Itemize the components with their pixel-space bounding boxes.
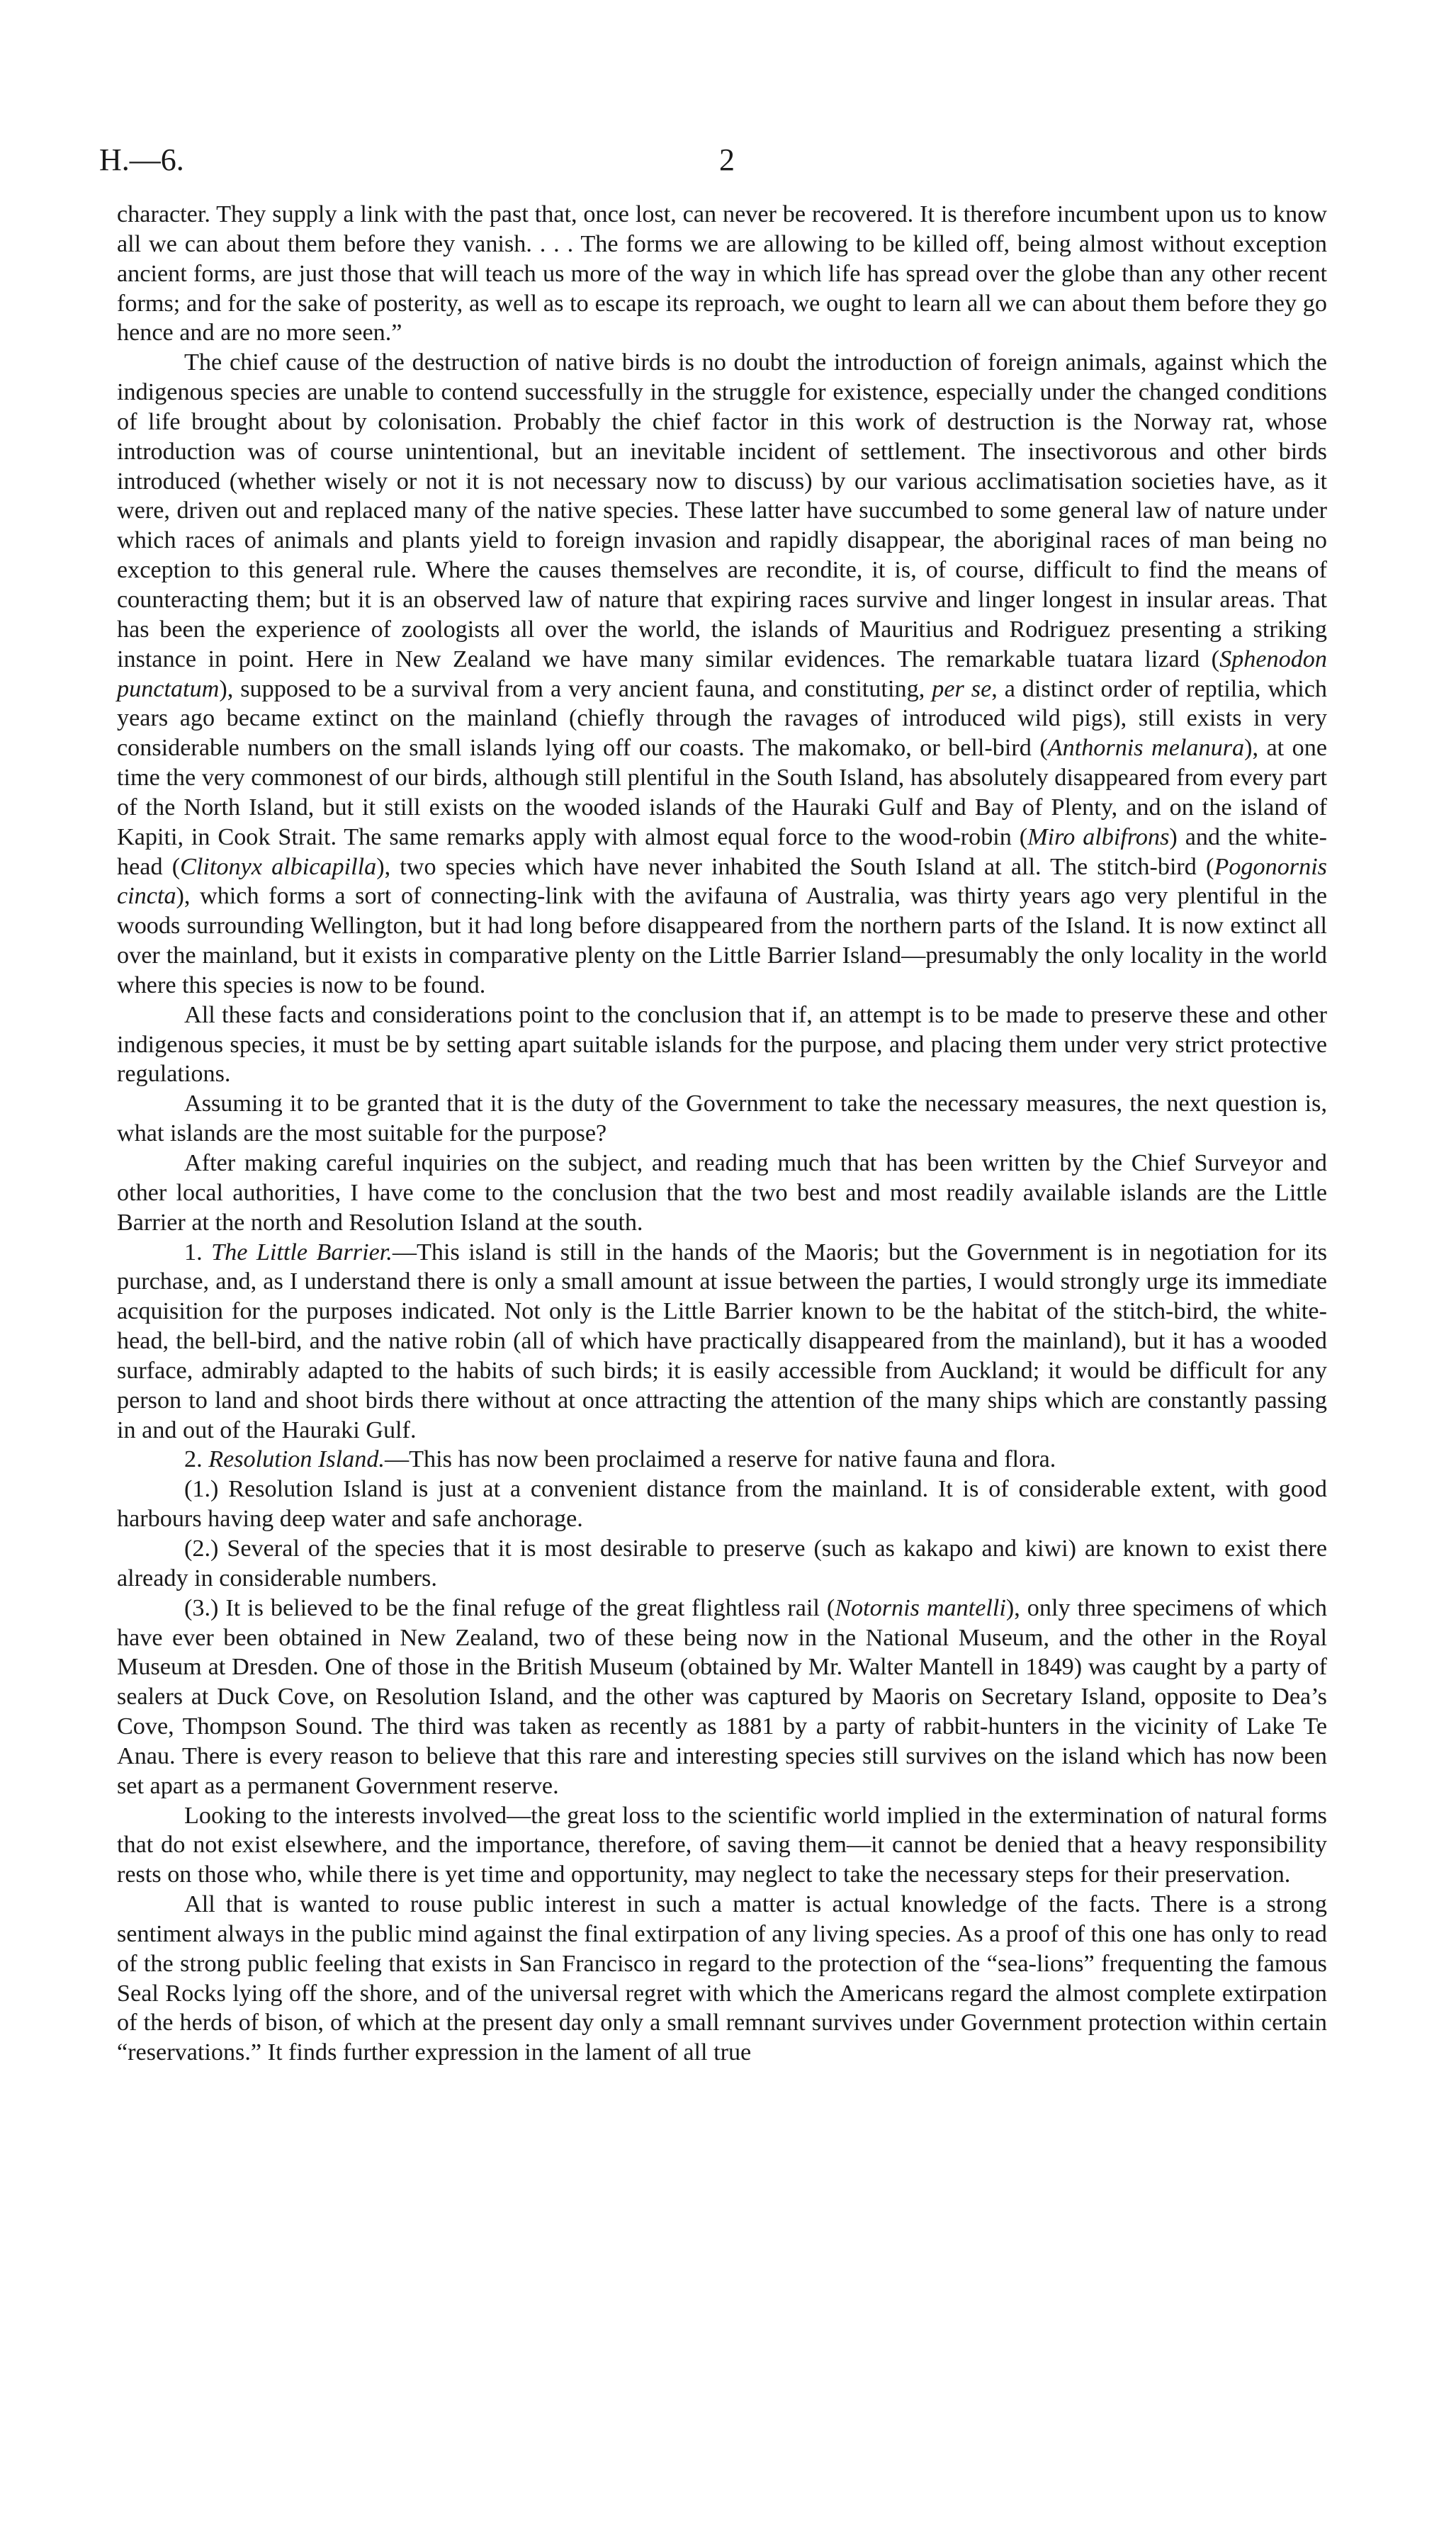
- paragraph-12: All that is wanted to rouse public interest in such a matter is actual knowledge of the facts. There is a strong sentiment always in the public mind against the final extirpation of any living species. As a proof of this one has only to read of the strong public feeling that exists in San Francisco in regard to the protection of the “sea-lions” frequenting the famous Seal Rocks lying off the shore, and of the universal regret with which the Americans regard the almost complete extirpation of the herds of bison, of which at the present day only a small remnant survives under Government protection within certain “reservations.” It finds further expression in the lament of all true: [117, 1891, 1327, 2066]
- paragraph-8: (1.) Resolution Island is just at a convenient distance from the mainland. It is of considerable extent, with good harbours having deep water and safe anchorage.: [117, 1476, 1327, 1533]
- paragraph-4: Assuming it to be granted that it is the duty of the Government to take the necessary measures, the next question is, what islands are the most suitable for the purpose?: [117, 1091, 1327, 1147]
- body-text: [117, 200, 1327, 2068]
- paragraph-10: (3.) It is believed to be the final refuge of the great flightless rail (Notornis mantelli), only three specimens of which have ever been obtained in New Zealand, two of these being now in the National Museum, and the other in the Royal Museum at Dresden. One of those in the British Museum (obtained by Mr. Walter Mantell in 1849) was caught by a party of sealers at Duck Cove, on Resolution Island, and the other was captured by Maoris on Secretary Island, opposite to Dea’s Cove, Thompson Sound. The third was taken as recently as 1881 by a party of rabbit-hunters in the vicinity of Lake Te Anau. There is every reason to believe that this rare and interesting species still survives on the island which has now been set apart as a permanent Government reserve.: [117, 1594, 1327, 1799]
- document-reference: H.—6.: [99, 142, 184, 177]
- paragraph-7: 2. Resolution Island.—This has now been proclaimed a reserve for native fauna and flora.: [184, 1446, 1056, 1473]
- paragraph-6: 1. The Little Barrier.—This island is still in the hands of the Maoris; but the Government is in negotiation for its purchase, and, as I understand there is only a small amount at issue between the parties, I would strongly urge its immediate acquisition for the purposes indicated. Not only is the Little Barrier known to be the habitat of the stitch-bird, the white-head, the bell-bird, and the native robin (all of which have practically disappeared from the mainland), but it has a wooded surface, admirably adapted to the habits of such birds; it is easily accessible from Auckland; it would be difficult for any person to land and shoot birds there without at once attracting the attention of the many ships which are constantly passing in and out of the Hauraki Gulf.: [117, 1239, 1328, 1443]
- paragraph-3: All these facts and considerations point to the conclusion that if, an attempt is to be made to preserve these and other indigenous species, it must be by setting apart suitable islands for the purpose, and placing them under very strict protective regulations.: [117, 1001, 1327, 1088]
- paragraph-2: The chief cause of the destruction of native birds is no doubt the introduction of foreign animals, against which the indigenous species are unable to contend successfully in the struggle for existence, especially under the changed conditions of life brought about by colonisation. Probably the chief factor in this work of destruction is the Norway rat, whose introduction was of course unintentional, but an inevitable incident of settlement. The insectivorous and other birds introduced (whether wisely or not it is not necessary now to discuss) by our various acclimatisation societies have, as it were, driven out and replaced many of the native species. These latter have succumbed to some general law of nature under which races of animals and plants yield to foreign invasion and rapidly disappear, the aboriginal races of man being no exception to this general rule. Where the causes themselves are recondite, it is, of course, difficult to find the means of counteracting them; but it is an observed law of nature that expiring races survive and linger longest in insular areas. That has been the experience of zoologists all over the world, the islands of Mauritius and Rodriguez presenting a striking instance in point. Here in New Zealand we have many similar evidences. The remarkable tuatara lizard (Sphenodon punctatum), supposed to be a survival from a very ancient fauna, and constituting, per se, a distinct order of reptilia, which years ago became extinct on the mainland (chiefly through the ravages of introduced wild pigs), still exists in very considerable numbers on the small islands lying off our coasts. The makomako, or bell-bird (Anthornis melanura), at one time the very commonest of our birds, although still plentiful in the South Island, has absolutely disappeared from every part of the North Island, but it still exists on the wooded islands of the Hauraki Gulf and Bay of Plenty, and on the island of Kapiti, in Cook Strait. The same remarks apply with almost equal force to the wood-robin (Miro albifrons) and the white-head (Clitonyx albicapilla), two species which have never inhabited the South Island at all. The stitch-bird (Pogonornis cincta), which forms a sort of connecting-link with the avifauna of Australia, was thirty years ago very plentiful in the woods surrounding Wellington, but it had long before disappeared from the northern parts of the Island. It is now extinct all over the mainland, but it exists in comparative plenty on the Little Barrier Island—presumably the only locality in the world where this species is now to be found.: [117, 349, 1328, 998]
- page-header: [99, 142, 1445, 184]
- paragraph-5: After making careful inquiries on the subject, and reading much that has been written by the Chief Surveyor and other local authorities, I have come to the conclusion that the two best and most readily available islands are the Little Barrier at the north and Resolution Island at the south.: [117, 1150, 1327, 1236]
- paragraph-11: Looking to the interests involved—the great loss to the scientific world implied in the extermination of natural forms that do not exist elsewhere, and the importance, therefore, of saving them—it cannot be denied that a heavy responsibility rests on those who, while there is yet time and opportunity, may neglect to take the necessary steps for their preservation.: [117, 1802, 1327, 1888]
- paragraph-9: (2.) Several of the species that it is most desirable to preserve (such as kakapo and kiwi) are known to exist there already in considerable numbers.: [117, 1535, 1327, 1591]
- page-number: 2: [719, 142, 735, 177]
- paragraph-1: character. They supply a link with the past that, once lost, can never be recovered. It is therefore incumbent upon us to know all we can about them before they vanish. . . . The forms we are allowing to be killed off, being almost without exception ancient forms, are just those that will teach us more of the way in which life has spread over the globe than any other recent forms; and for the sake of posterity, as well as to escape its reproach, we ought to learn all we can about them before they go hence and are no more seen.”: [117, 201, 1327, 346]
